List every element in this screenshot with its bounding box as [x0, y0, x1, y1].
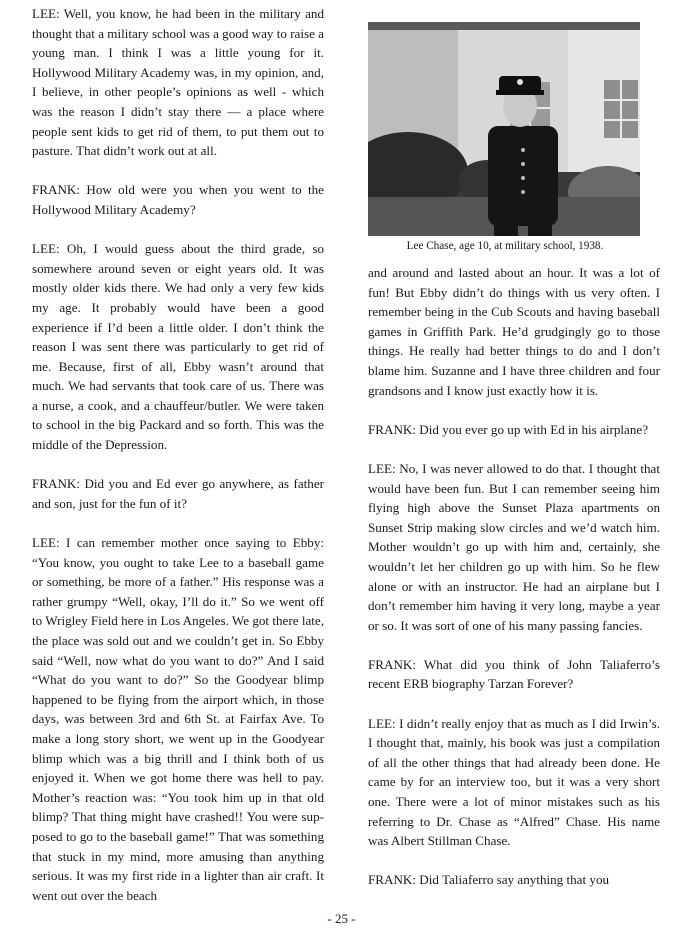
right-text-column — [368, 263, 660, 910]
paragraph: and around and lasted about an hour. It was a lot of fun! But Ebby didn’t do things with us very often. I remember being in the Cub Scouts and having baseball games in Griffith Park. He’d grudgingly go to those things. He really had better things to do and I don’t blame him. Suzanne and I have three children and four grandsons and I know just exactly how it is. — [368, 265, 660, 398]
photo-caption: Lee Chase, age 10, at military school, 1938. — [406, 240, 604, 252]
paragraph: FRANK: What did you think of John Taliaferro’s recent ERB biography Tarzan Forever? — [368, 656, 660, 692]
paragraph: FRANK: Did you ever go up with Ed in his airplane? — [368, 421, 649, 437]
military-school-photo — [368, 22, 640, 236]
paragraph: LEE: I didn’t really enjoy that as much as I did Irwin’s. I thought that, mainly, his book was just a compilation of all the other things that had already been done. He came by for an interview too, but it was a very short one. There were a lot of minor mistakes such as his referring to Dr. Chase as “Alfred” Chase. His name was Albert Stillman Chase. — [368, 715, 660, 849]
paragraph: FRANK: How old were you when you went to the Hollywood Military Academy? — [32, 182, 324, 217]
paragraph: LEE: No, I was never allowed to do that. I thought that would have been fun. But I can remember seeing him flying high above the Sunset Plaza apartments on Sunset Strip making slow circles and we’d watch him. Mother wouldn’t go up with him and, certainly, she wouldn’t let her children go up with him. So he flew alone or with an instructor. He had an airplane but I don’t remember him having it very long, maybe a year or so. It was sort of one of his many passing fancies. — [368, 460, 660, 633]
paragraph: LEE: Oh, I would guess about the third grade, so somewhere around seven or eight years old. It was mostly older kids there. We had only a very few kids my age. It probably would have been a good experience if I’d been a little older. I don’t think the reason I was sent there was particularly to get rid of me. Because, first of all, Ebby wasn’t around that much. We had servants that took care of us. There was a nurse, a cook, and a chauffeur/butler. We were taken to school in the big Packard and so forth. This was the middle of the Depression. — [32, 241, 324, 453]
left-text-column — [32, 4, 324, 925]
paragraph: FRANK: Did you and Ed ever go anywhere, as father and son, just for the fun of it? — [32, 476, 324, 511]
page-number: - 25 - — [327, 911, 356, 926]
paragraph: LEE: Well, you know, he had been in the military and thought that a military school was a good way to raise a young man. I think I was a little young for it. Hollywood Military Academy was, in my opinion, and, I believe, in other people’s opinions as well - which was the reason I didn’t stay there — a place where people sent kids to get rid of them, to put them out to pasture. That didn’t work out at all. — [32, 6, 324, 159]
paragraph: LEE: I can remember mother once saying to Ebby: “You know, you ought to take Lee to a baseball game or something, be more of a father.” His response was a rather grumpy “Well, okay, I’ll do it.” So we went off to Wrigley Field here in Los Angeles. We got there late, the place was sold out and we couldn’t get in. So Ebby said “Well, now what do you want to do?” And I said “What do you want to do?” So the Goodyear blimp happened to be flying from the airport which, in those days, was between 3rd and 6th St. at Fairfax Ave. To make a long story short, we went up in the Goodyear blimp which was a big thrill and I think both of us enjoyed it. When we got home there was hell to pay. Mother’s reaction was: “You took him up in that old blimp? That thing might have crashed!! You were supposed to go to the baseball game!” That was something that stuck in my mind, more amusing than anything serious. It was my first ride in a lighter than air craft. It went out over the beach — [32, 535, 324, 903]
paragraph: FRANK: Did Taliaferro say anything that you — [368, 872, 610, 888]
